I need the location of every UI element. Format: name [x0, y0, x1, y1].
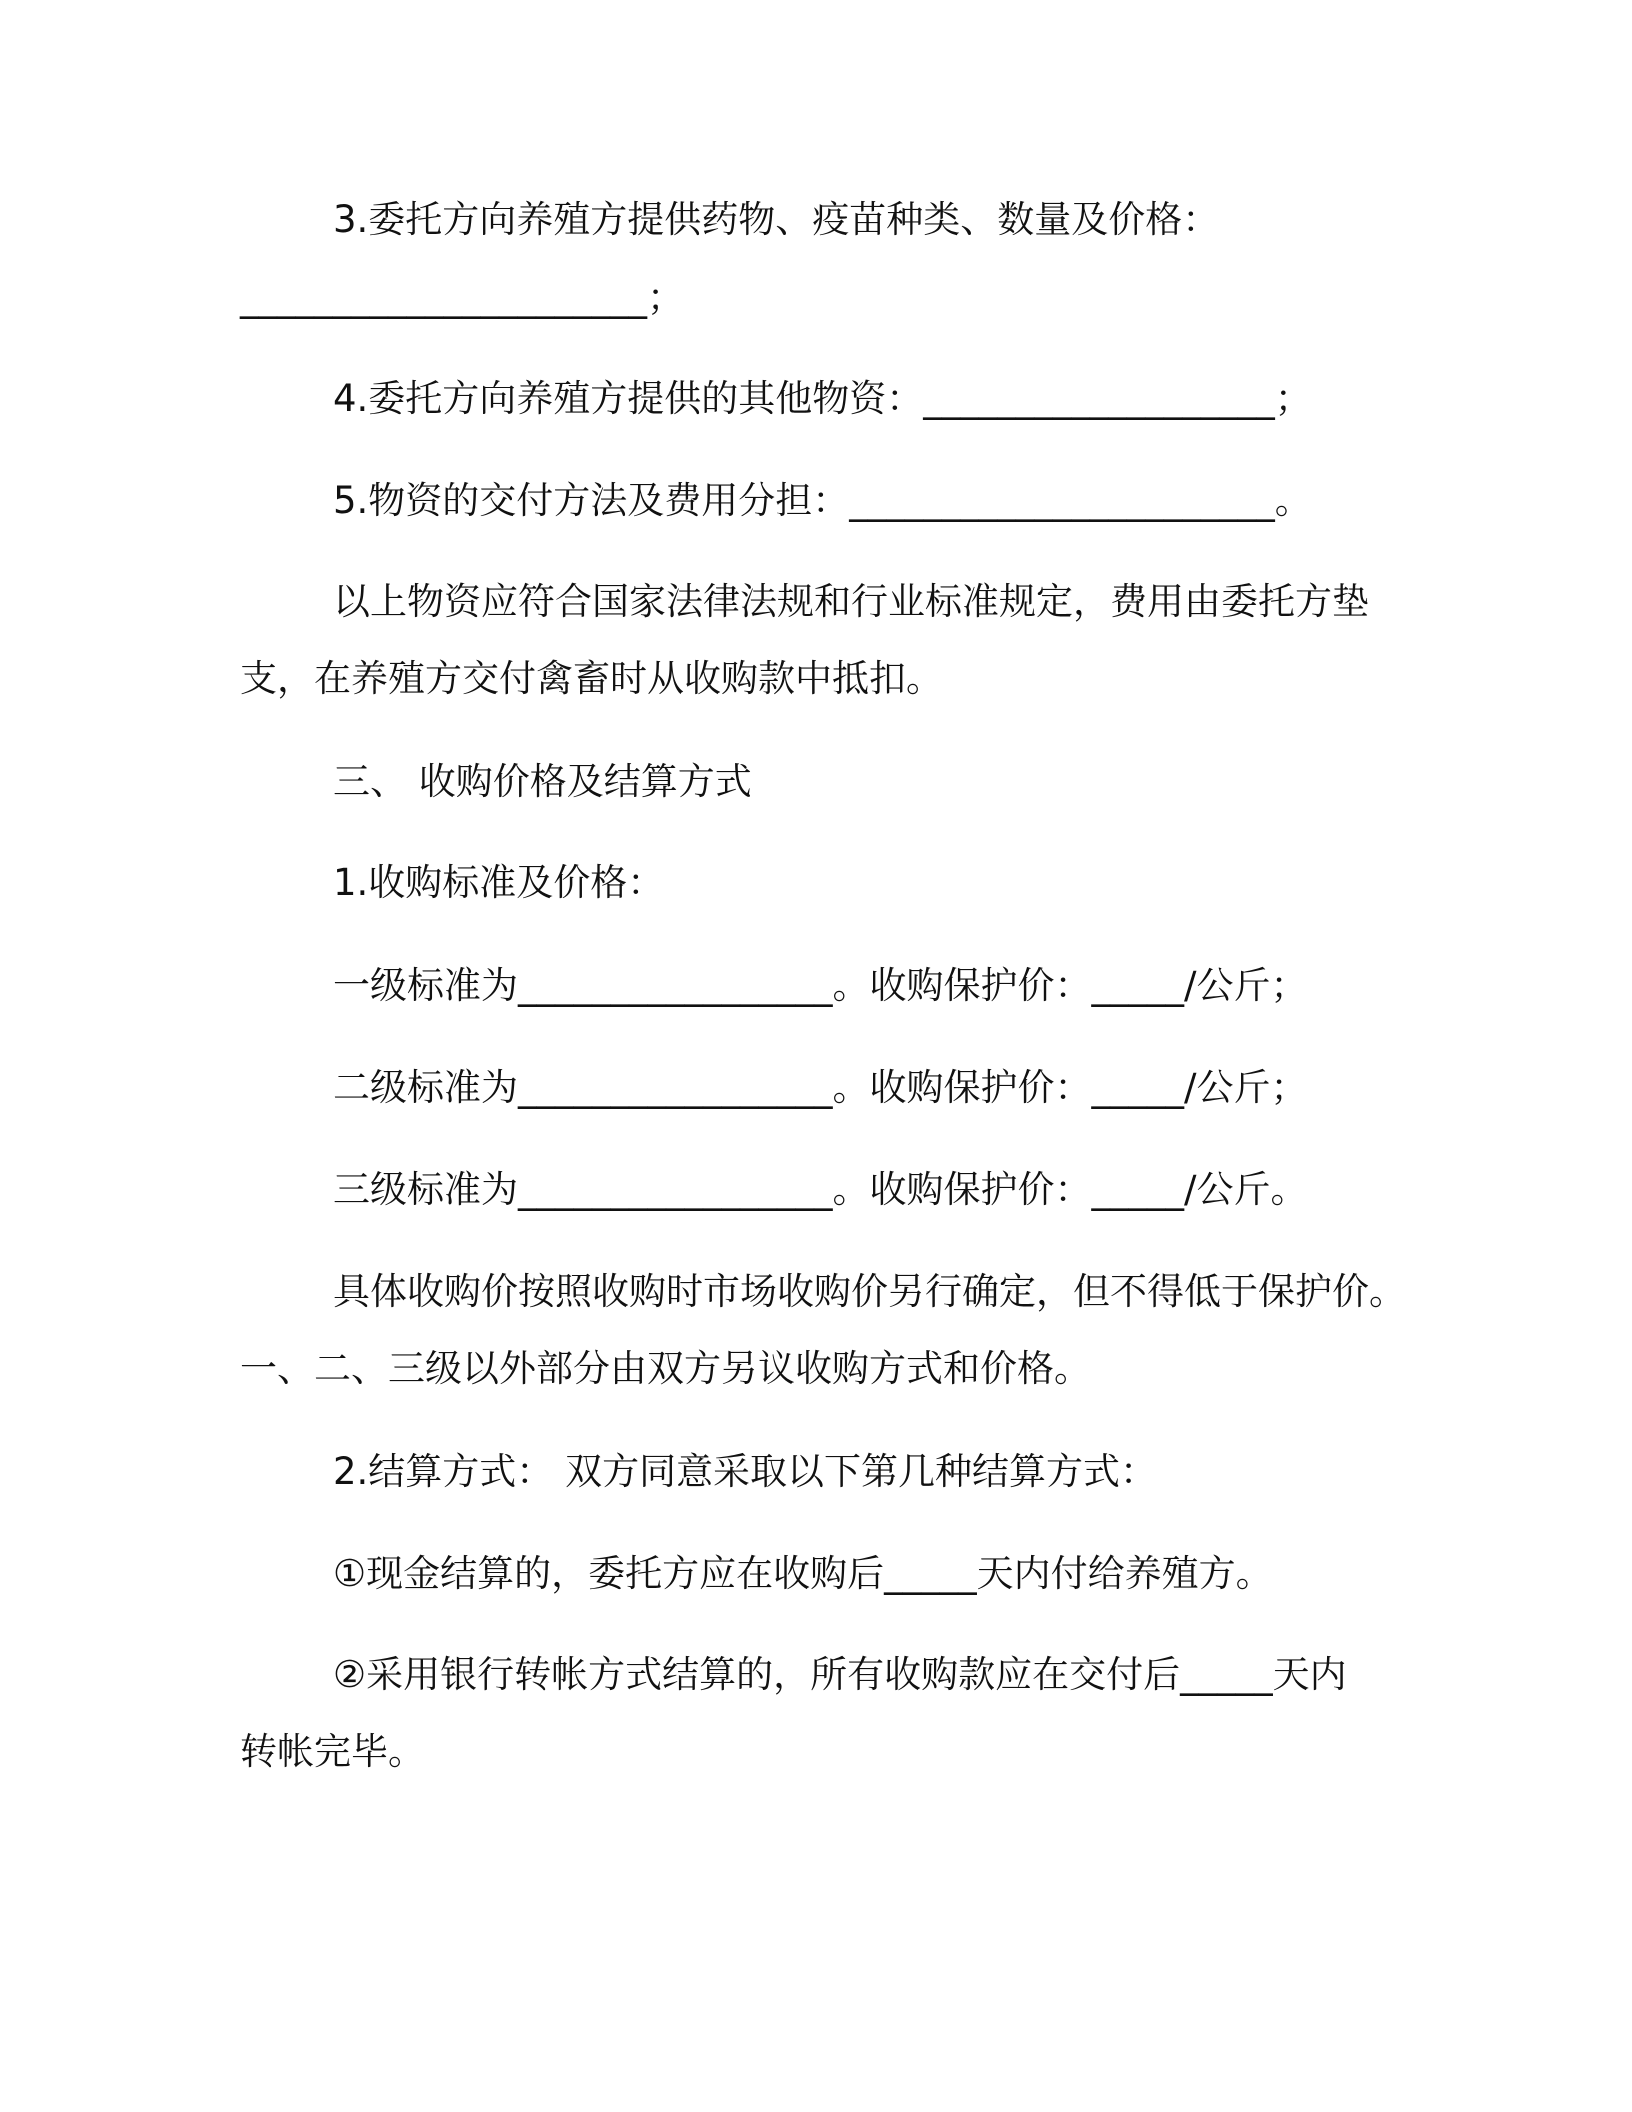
settlement-method-heading: 2.结算方式： 双方同意采取以下第几种结算方式： — [333, 1450, 1158, 1493]
grade-2-standard: 二级标准为_________________。收购保护价：_____/公斤； — [333, 1066, 1308, 1109]
supplies-compliance-paragraph-cont: 支，在养殖方交付禽畜时从收购款中抵扣。 — [240, 657, 943, 700]
clause-3-medicines: 3.委托方向养殖方提供药物、疫苗种类、数量及价格： — [333, 198, 1220, 241]
supplies-compliance-paragraph: 以上物资应符合国家法律法规和行业标准规定，费用由委托方垫 — [333, 580, 1369, 623]
bank-transfer-option-cont: 转帐完毕。 — [240, 1730, 425, 1773]
cash-settlement-option: ①现金结算的，委托方应在收购后_____天内付给养殖方。 — [333, 1552, 1273, 1595]
clause-4-other-supplies: 4.委托方向养殖方提供的其他物资：___________________； — [333, 377, 1312, 420]
market-price-paragraph: 具体收购价按照收购时市场收购价另行确定，但不得低于保护价。 — [333, 1270, 1406, 1313]
clause-3-blank: ______________________； — [240, 276, 684, 319]
bank-transfer-option: ②采用银行转帐方式结算的，所有收购款应在交付后_____天内 — [333, 1653, 1347, 1696]
grade-3-standard: 三级标准为_________________。收购保护价：_____/公斤。 — [333, 1168, 1308, 1211]
clause-5-delivery-cost: 5.物资的交付方法及费用分担：_______________________。 — [333, 479, 1312, 522]
purchase-standard-heading: 1.收购标准及价格： — [333, 861, 665, 904]
grade-1-standard: 一级标准为_________________。收购保护价：_____/公斤； — [333, 964, 1308, 1007]
section-3-heading: 三、 收购价格及结算方式 — [333, 760, 752, 803]
market-price-paragraph-cont: 一、二、三级以外部分由双方另议收购方式和价格。 — [240, 1347, 1091, 1390]
